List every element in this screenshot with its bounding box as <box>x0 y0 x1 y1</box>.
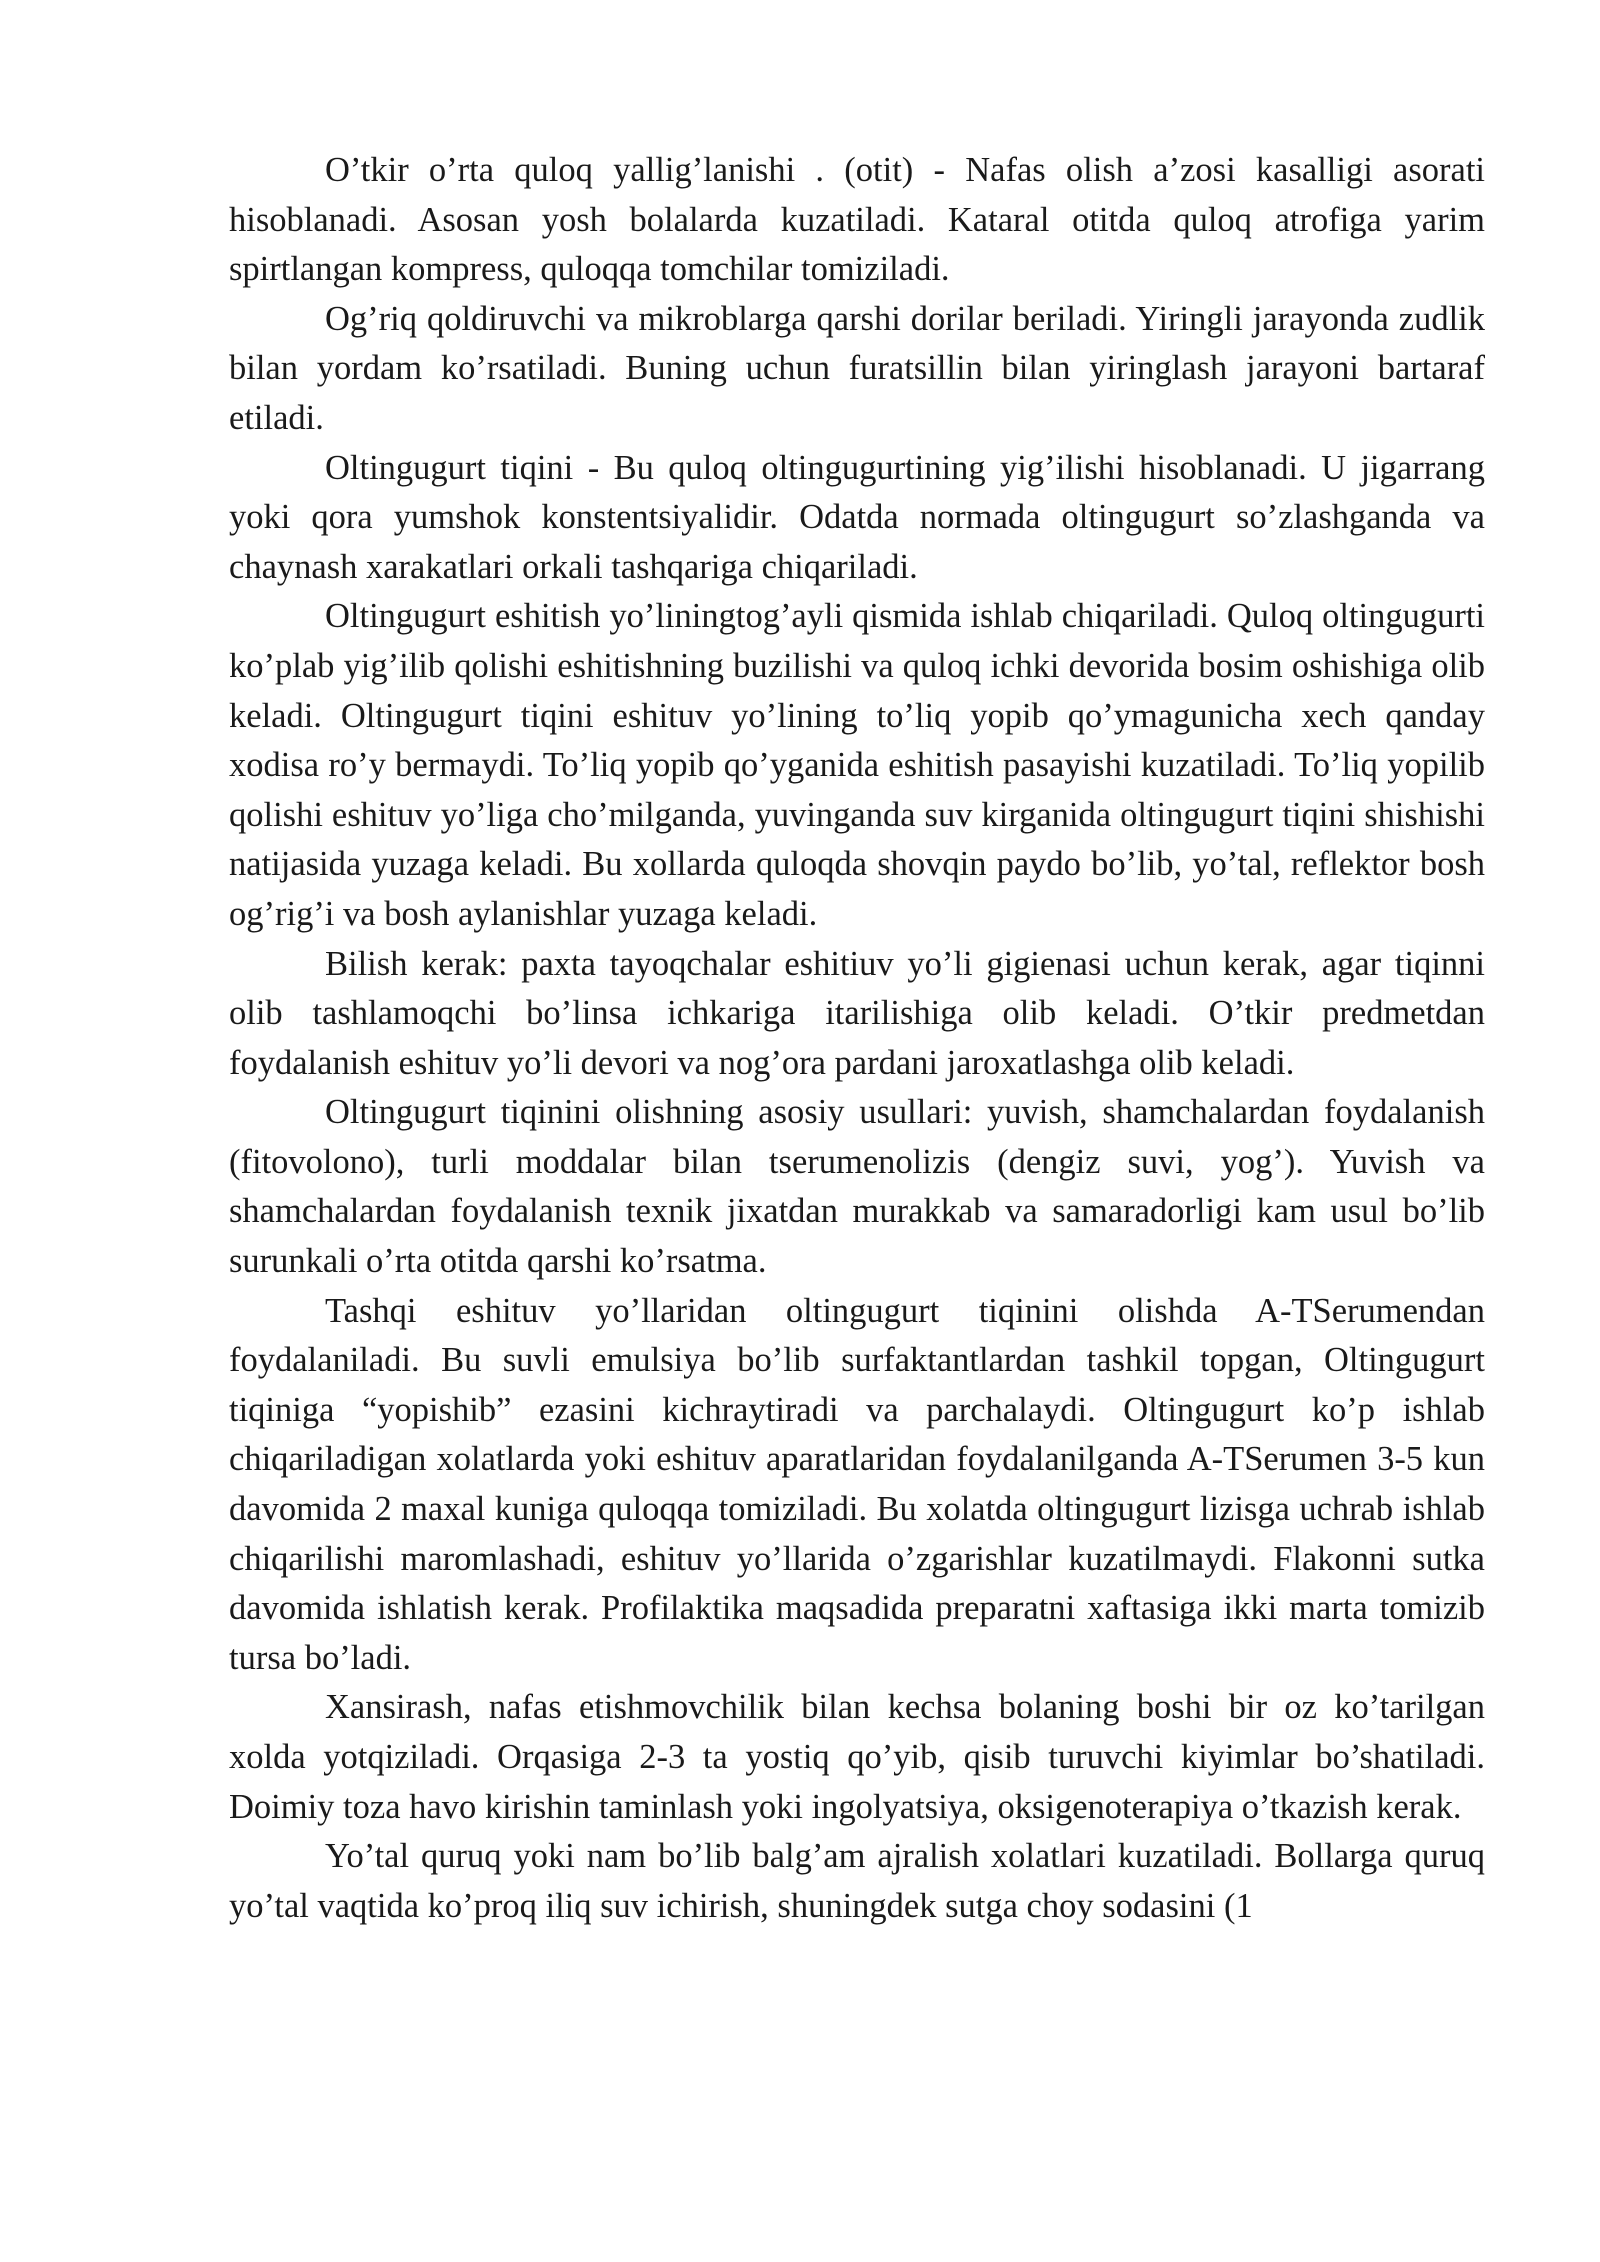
paragraph-cotton-swabs: Bilish kerak: paxta tayoqchalar eshitiuv yo’li gigienasi uchun kerak, agar tiqinni olib tashlamoqchi bo’linsa ichkariga itarilishiga olib keladi. O’tkir predmetdan foydalanish eshituv yo’li devori va nog’ora pardani jaroxatlashga olib keladi. <box>229 944 1485 1082</box>
paragraph-earwax-plug: Oltingugurt tiqini - Bu quloq oltingugurtining yig’ilishi hisoblanadi. U jigarrang yoki qora yumshok konstentsiyalidir. Odatda normada oltingugurt so’zlashganda va chaynash xarakatlari orkali tashqariga chiqariladi. <box>229 448 1485 586</box>
paragraph-breathing-difficulty: Xansirash, nafas etishmovchilik bilan kechsa bolaning boshi bir oz ko’tarilgan xolda yotqiziladi. Orqasiga 2-3 ta yostiq qo’yib, qisib turuvchi kiyimlar bo’shatiladi. Doimiy toza havo kirishin taminlash yoki ingolyatsiya, oksigenoterapiya o’tkazish kerak. <box>229 1688 1485 1826</box>
paragraph-cough: Yo’tal quruq yoki nam bo’lib balg’am ajralish xolatlari kuzatiladi. Bollarga quruq yo’tal vaqtida ko’proq iliq suv ichirish, shuningdek sutga choy sodasini (1 <box>229 1837 1485 1925</box>
paragraph-pain-relief: Og’riq qoldiruvchi va mikroblarga qarshi dorilar beriladi. Yiringli jarayonda zudlik bilan yordam ko’rsatiladi. Buning uchun furatsillin bilan yiringlash jarayoni bartaraf etiladi. <box>229 299 1485 437</box>
paragraph-earwax-production: Oltingugurt eshitish yo’liningtog’ayli qismida ishlab chiqariladi. Quloq oltingugurti ko’plab yig’ilib qolishi eshitishning buzilishi va quloq ichki devorida bosim oshishiga olib keladi. Oltingugurt tiqini eshituv yo’lining to’liq yopib qo’ymagunicha xech qanday xodisa ro’y bermaydi. To’liq yopib qo’yganida eshitish pasayishi kuzatiladi. To’liq yopilib qolishi eshituv yo’liga cho’milganda, yuvinganda suv kirganida oltingugurt tiqini shishishi natijasida yuzaga keladi. Bu xollarda quloqda shovqin paydo bo’lib, yo’tal, reflektor bosh og’rig’i va bosh aylanishlar yuzaga keladi. <box>229 597 1485 933</box>
document-page <box>229 146 1485 1931</box>
paragraph-removal-methods: Oltingugurt tiqinini olishning asosiy usullari: yuvish, shamchalardan foydalanish (fitovolono), turli moddalar bilan tserumenolizis (dengiz suvi, yog’). Yuvish va shamchalardan foydalanish texnik jixatdan murakkab va samaradorligi kam usul bo’lib surunkali o’rta otitda qarshi ko’rsatma. <box>229 1093 1485 1281</box>
paragraph-a-cerumen: Tashqi eshituv yo’llaridan oltingugurt tiqinini olishda A-TSerumendan foydalaniladi. Bu suvli emulsiya bo’lib surfaktantlardan tashkil topgan, Oltingugurt tiqiniga “yopishib” ezasini kichraytiradi va parchalaydi. Oltingugurt ko’p ishlab chiqariladigan xolatlarda yoki eshituv aparatlaridan foydalanilganda A-TSerumen 3-5 kun davomida 2 maxal kuniga quloqqa tomiziladi. Bu xolatda oltingugurt lizisga uchrab ishlab chiqarilishi maromlashadi, eshituv yo’llarida o’zgarishlar kuzatilmaydi. Flakonni sutka davomida ishlatish kerak. Profilaktika maqsadida preparatni xaftasiga ikki marta tomizib tursa bo’ladi. <box>229 1291 1485 1677</box>
paragraph-acute-otitis: O’tkir o’rta quloq yallig’lanishi . (otit) - Nafas olish a’zosi kasalligi asorati hisoblanadi. Asosan yosh bolalarda kuzatiladi. Kataral otitda quloq atrofiga yarim spirtlangan kompress, quloqqa tomchilar tomiziladi. <box>229 151 1485 289</box>
